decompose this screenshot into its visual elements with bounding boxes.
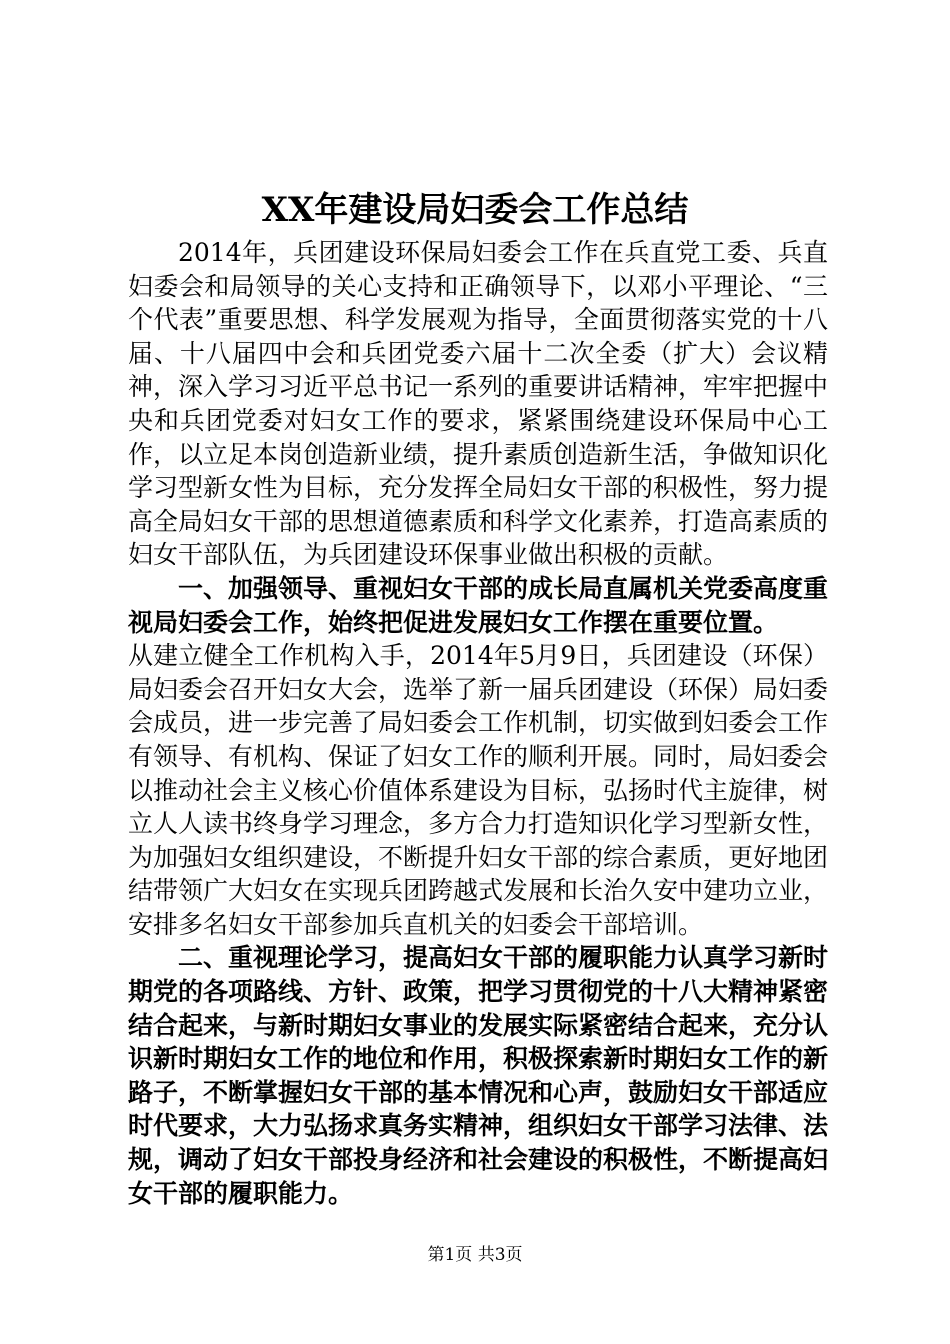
paragraph-intro: 2014年，兵团建设环保局妇委会工作在兵直党工委、兵直妇委会和局领导的关心支持和正确领导下，以邓小平理论、“三个代表”重要思想、科学发展观为指导，全面贯彻落实党的十八届、十八届四中会和兵团党委六届十二次全委（扩大）会议精神，深入学习习近平总书记一系列的重要讲话精神，牢牢把握中央和兵团党委对妇女工作的要求，紧紧围绕建设环保局中心工作，以立足本岗创造新业绩，提升素质创造新生活，争做知识化学习型新女性为目标，充分发挥全局妇女干部的积极性，努力提高全局妇女干部的思想道德素质和科学文化素养，打造高素质的妇女干部队伍，为兵团建设环保事业做出积极的贡献。 [128,238,829,570]
document-title: XX年建设局妇委会工作总结 [261,190,689,230]
section-2: 二、重视理论学习，提高妇女干部的履职能力认真学习新时期党的各项路线、方针、政策，把学习贯彻党的十八大精神紧密结合起来，与新时期妇女事业的发展实际紧密结合起来，充分认识新时期妇女工作的地位和作用，积极探索新时期妇女工作的新路子，不断掌握妇女干部的基本情况和心声，鼓励妇女干部适应时代要求，大力弘扬求真务实精神，组织妇女干部学习法律、法规，调动了妇女干部投身经济和社会建设的积极性，不断提高妇女干部的履职能力。 [128,943,829,1208]
document-body [128,236,828,1210]
paragraph-section-1: 从建立健全工作机构入手，2014年5月9日，兵团建设（环保）局妇委会召开妇女大会，选举了新一届兵团建设（环保）局妇委会成员，进一步完善了局妇委会工作机制，切实做到妇委会工作有领导、有机构、保证了妇女工作的顺利开展。同时，局妇委会以推动社会主义核心价值体系建设为目标，弘扬时代主旋律，树立人人读书终身学习理念，多方合力打造知识化学习型新女性，为加强妇女组织建设，不断提升妇女干部的综合素质，更好地团结带领广大妇女在实现兵团跨越式发展和长治久安中建功立业，安排多名妇女干部参加兵直机关的妇委会干部培训。 [128,641,829,939]
section-heading-1: 一、加强领导、重视妇女干部的成长局直属机关党委高度重视局妇委会工作，始终把促进发展妇女工作摆在重要位置。 [128,573,829,637]
page-number: 第1页 共3页 [427,1245,523,1265]
